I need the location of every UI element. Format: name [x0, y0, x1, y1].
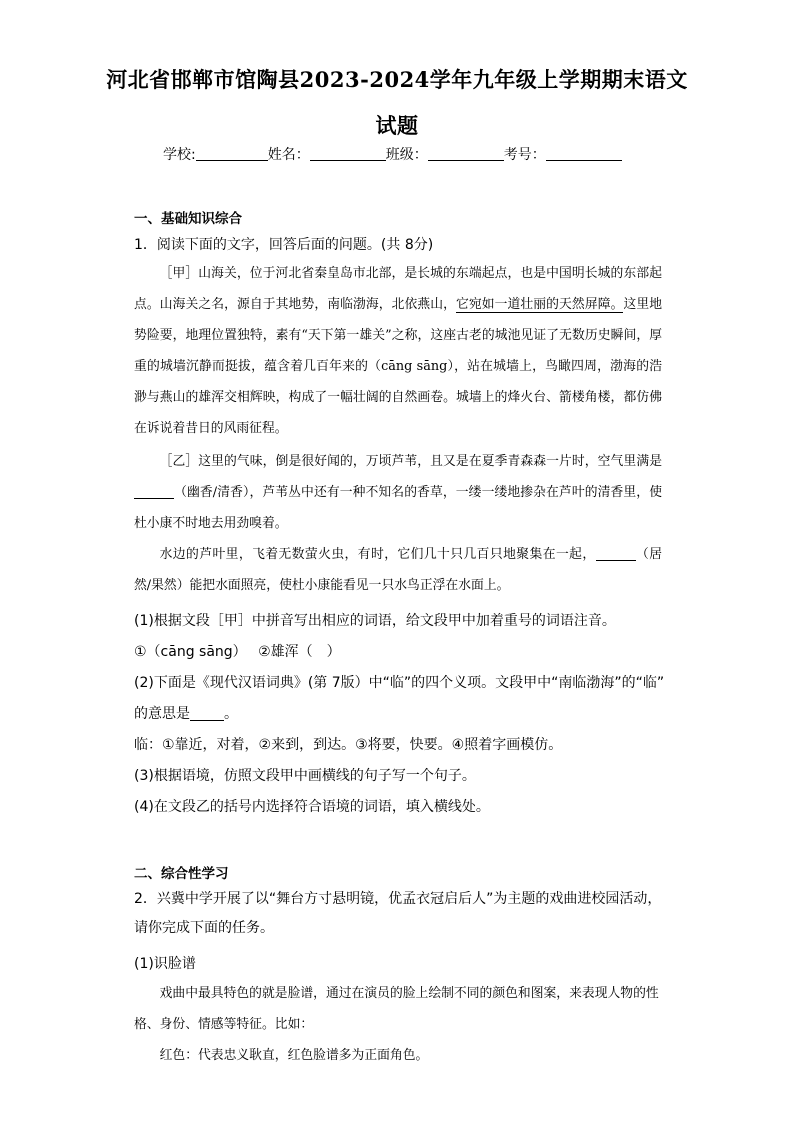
exam-no-label: 考号： [503, 147, 546, 163]
name-label: 姓名： [267, 147, 310, 163]
passage-jia-text-a: ［甲］山海关，位于河北省秦皇岛市北部，是长城的东端起点，也是中国明长城的东部起点。山海关之名，源自于其地势，南临渤海，北依燕山， [134, 266, 662, 312]
sub-question-2-line-1: (2)下面是《现代汉语词典》(第 7版）中“临”的四个义项。文段甲中“南临渤海”的“临” [134, 675, 665, 691]
passage-yi-paragraph-1 [134, 446, 662, 539]
page-title-continued: 试题 [375, 113, 419, 138]
question-1-stem: 1．阅读下面的文字，回答后面的问题。(共 8分) [134, 237, 434, 253]
passage-yi-text-a: ［乙］这里的气味，倒是很好闻的，万顷芦苇，且又是在夏季青森森一片时，空气里满是 [159, 454, 662, 469]
passage-yi-paragraph-2 [134, 539, 662, 601]
school-label: 学校: [163, 147, 196, 163]
school-blank[interactable] [196, 146, 268, 161]
sub-question-3: (3)根据语境，仿照文段甲中画横线的句子写一个句子。 [134, 768, 476, 784]
facial-mask-passage: 戏曲中最具特色的就是脸谱，通过在演员的脸上绘制不同的颜色和图案，来表现人物的性格、身份、情感等特征。比如： [134, 986, 659, 1032]
underlined-sentence: 它宛如一道壮丽的天然屏障。 [456, 297, 624, 312]
student-info-line [163, 144, 683, 164]
passage-yi-text-b: （幽香/清香），芦苇丛中还有一种不知名的香草，一缕一缕地掺杂在芦叶的清香里，使杜小康不时地去用劲嗅着。 [134, 485, 662, 531]
question-2-stem: 2．兴冀中学开展了以“舞台方寸悬明镜，优孟衣冠启后人”为主题的戏曲进校园活动，请你完成下面的任务。 [134, 891, 662, 936]
passage-jia-text-b: 这里地势险要，地理位置独特，素有“天下第一雄关”之称，这座古老的城池见证了无数历史瞬间，厚重的城墙沉静而挺拔，蕴含着几百年来的（cāng sāng），站在城墙上，鸟瞰四周，渤海的浩渺与燕山的雄浑交相辉映，构成了一幅壮阔的自然画卷。城墙上的烽火台、箭楼角楼，都仿佛在诉说着昔日的风雨征程。 [134, 297, 663, 436]
sub-question-2-text: 的意思是 [134, 706, 190, 722]
answer-blank-meaning[interactable] [190, 706, 224, 721]
class-blank[interactable] [428, 146, 504, 161]
exam-no-blank[interactable] [546, 146, 622, 161]
name-blank[interactable] [310, 146, 386, 161]
red-mask-description: 红色：代表忠义耿直，红色脸谱多为正面角色。 [159, 1048, 429, 1063]
class-label: 班级： [385, 147, 428, 163]
sub-question-2-line-2 [134, 703, 238, 723]
page-title: 河北省邯郸市馆陶县2023-2024学年九年级上学期期末语文 [106, 67, 688, 92]
answer-blank-fragrance[interactable] [134, 484, 174, 499]
section-heading-basic: 一、基础知识综合 [134, 211, 242, 227]
answer-blank-unexpectedly[interactable] [596, 546, 636, 561]
sub-question-1-items: ①（cāng sāng） ②雄浑（ ） [134, 644, 341, 660]
sub-question-4: (4)在文段乙的括号内选择符合语境的词语，填入横线处。 [134, 799, 490, 815]
passage-yi-p2-text-a: 水边的芦叶里，飞着无数萤火虫，有时，它们几十只几百只地聚集在一起， [159, 547, 596, 562]
dictionary-definitions: 临：①靠近，对着，②来到，到达。③将要，快要。④照着字画模仿。 [134, 737, 563, 753]
section-heading-comprehensive: 二、综合性学习 [134, 866, 229, 882]
passage-jia [134, 258, 662, 444]
passage-yi-p2-text-b: （居然/果然）能把水面照亮，使杜小康能看见一只水鸟正浮在水面上。 [134, 547, 663, 593]
task-1-heading: (1)识脸谱 [134, 956, 196, 972]
sub-question-1: (1)根据文段［甲］中拼音写出相应的词语，给文段甲中加着重号的词语注音。 [134, 613, 616, 629]
sub-question-2-end: 。 [224, 706, 238, 722]
